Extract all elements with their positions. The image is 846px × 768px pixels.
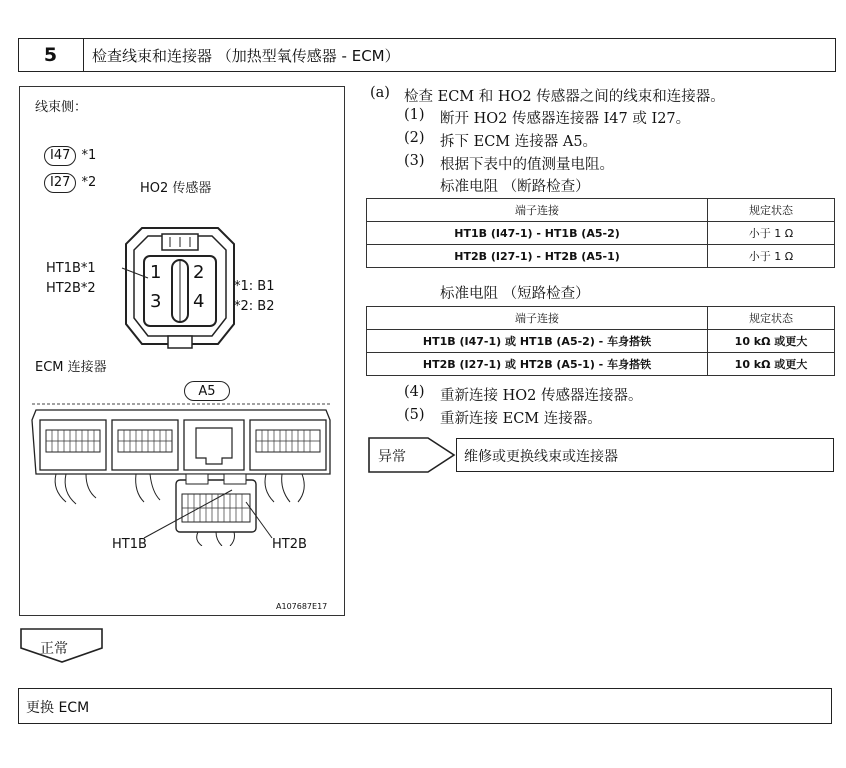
- ho2-connector-drawing: [120, 220, 240, 356]
- table-header-terminal: 端子连接: [367, 199, 708, 222]
- final-action-text: 更换 ECM: [26, 700, 90, 716]
- table-cell: HT1B (I47-1) - HT1B (A5-2): [367, 222, 708, 245]
- figure-id: A107687E17: [276, 602, 328, 611]
- pin-4: 4: [193, 291, 205, 312]
- instruction-step-1-num: (1): [404, 107, 425, 123]
- table-cell: 小于 1 Ω: [708, 245, 835, 268]
- connector-code-i47: I47: [44, 146, 76, 166]
- instruction-step-1-text: 断开 HO2 传感器连接器 I47 或 I27。: [440, 111, 691, 127]
- instruction-step-3-num: (3): [404, 153, 425, 169]
- bank-label-1: *1: B1: [234, 279, 275, 294]
- instruction-a-label: (a): [370, 85, 390, 101]
- step-number: 5: [18, 38, 84, 72]
- instruction-step-2-num: (2): [404, 130, 425, 146]
- table-cell: HT1B (I47-1) 或 HT1B (A5-2) - 车身搭铁: [367, 330, 708, 353]
- table2-title: 标准电阻 （短路检查）: [440, 286, 590, 302]
- open-circuit-table: [366, 198, 835, 268]
- table-cell: 小于 1 Ω: [708, 222, 835, 245]
- instruction-a-text: 检查 ECM 和 HO2 传感器之间的线束和连接器。: [404, 89, 725, 105]
- instruction-step-4-num: (4): [404, 384, 425, 400]
- table-row: [367, 330, 835, 353]
- ecm-connector-code: A5: [184, 381, 230, 401]
- ho2-sensor-label: HO2 传感器: [140, 181, 212, 196]
- table-cell: HT2B (I27-1) 或 HT2B (A5-1) - 车身搭铁: [367, 353, 708, 376]
- legend-note-2: *2: [81, 175, 97, 190]
- ecm-connector-drawing: [26, 398, 338, 546]
- table-header-row: [367, 199, 835, 222]
- instruction-step-3-text: 根据下表中的值测量电阻。: [440, 157, 614, 173]
- table-header-terminal: 端子连接: [367, 307, 708, 330]
- instruction-step-4-text: 重新连接 HO2 传感器连接器。: [440, 388, 643, 404]
- instruction-step-5-text: 重新连接 ECM 连接器。: [440, 411, 602, 427]
- table-row: [367, 353, 835, 376]
- table-row: [367, 245, 835, 268]
- legend-item-i27: [44, 171, 96, 193]
- table-header-condition: 规定状态: [708, 307, 835, 330]
- harness-side-label: 线束侧：: [35, 100, 88, 115]
- final-action-box: [18, 688, 832, 724]
- connector-code-i27: I27: [44, 173, 76, 193]
- table-cell: 10 kΩ 或更大: [708, 330, 835, 353]
- table-header-row: [367, 307, 835, 330]
- legend-note-1: *1: [81, 148, 97, 163]
- abnormal-label: 异常: [378, 449, 406, 465]
- normal-label: 正常: [40, 641, 68, 657]
- table-cell: 10 kΩ 或更大: [708, 353, 835, 376]
- table-header-condition: 规定状态: [708, 199, 835, 222]
- pin-label-ht2b: HT2B*2: [46, 281, 96, 296]
- ecm-terminal-label-ht1b: HT1B: [112, 537, 147, 552]
- table1-title: 标准电阻 （断路检查）: [440, 179, 590, 195]
- step-title: 检查线束和连接器 （加热型氧传感器 - ECM）: [92, 46, 400, 65]
- pin-1: 1: [150, 262, 162, 283]
- pin-label-ht1b: HT1B*1: [46, 261, 96, 276]
- table-row: [367, 222, 835, 245]
- pin-3: 3: [150, 291, 162, 312]
- pin-2: 2: [193, 262, 205, 283]
- bank-label-2: *2: B2: [234, 299, 275, 314]
- abnormal-action: 维修或更换线束或连接器: [464, 449, 618, 465]
- ecm-connector-label: ECM 连接器: [35, 360, 107, 375]
- ecm-terminal-label-ht2b: HT2B: [272, 537, 307, 552]
- instruction-step-5-num: (5): [404, 407, 425, 423]
- short-circuit-table: [366, 306, 835, 376]
- legend-item-i47: [44, 144, 96, 166]
- instruction-step-2-text: 拆下 ECM 连接器 A5。: [440, 134, 598, 150]
- table-cell: HT2B (I27-1) - HT2B (A5-1): [367, 245, 708, 268]
